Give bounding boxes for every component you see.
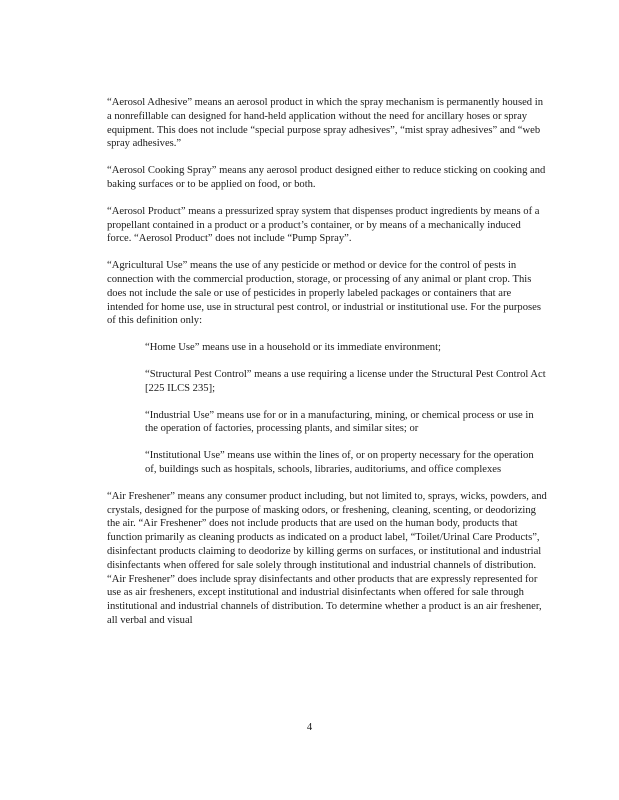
document-body (107, 96, 547, 641)
page-number: 4 (306, 722, 313, 733)
definition-industrial-use: “Industrial Use” means use for or in a manufacturing, mining, or chemical process or use in the operation of factories, processing plants, and similar sites; or (145, 409, 534, 435)
definition-air-freshener: “Air Freshener” means any consumer product including, but not limited to, sprays, wicks, powders, and crystals, designed for the purpose of masking odors, or freshening, cleaning, scenting, or deodorizing the air. “Air Freshener” does not include products that are used on the human body, products that function primarily as cleaning products as indicated on a product label, “Toilet/Urinal Care Products”, disinfectant products claiming to deodorize by killing germs on surfaces, or institutional and industrial disinfectants when offered for sale solely through institutional and industrial channels of distribution. “Air Freshener” does include spray disinfectants and other products that are expressly represented for use as air fresheners, except institutional and industrial disinfectants when offered for sale through institutional and industrial channels of distribution. To determine whether a product is an air freshener, all verbal and visual (107, 490, 547, 626)
definition-aerosol-cooking-spray: “Aerosol Cooking Spray” means any aerosol product designed either to reduce sticking on cooking and baking surfaces or to be applied on food, or both. (107, 165, 546, 190)
definition-institutional-use: “Institutional Use” means use within the lines of, or on property necessary for the operation of, buildings such as hospitals, schools, libraries, auditoriums, and office complexes (145, 450, 534, 475)
definition-home-use: “Home Use” means use in a household or its immediate environment; (145, 342, 441, 354)
definition-aerosol-adhesive: “Aerosol Adhesive” means an aerosol product in which the spray mechanism is permanently housed in a nonrefillable can designed for hand-held application without the need for ancillary hoses or spray equipment. This does not include “special purpose spray adhesives”, “mist spray adhesives” and “web spray adhesives.” (107, 97, 543, 150)
definition-aerosol-product: “Aerosol Product” means a pressurized spray system that dispenses product ingredients by means of a propellant contained in a product or a product’s container, or by means of a mechanically induced force. “Aerosol Product” does not include “Pump Spray”. (107, 205, 540, 245)
definition-structural-pest-control: “Structural Pest Control” means a use requiring a license under the Structural Pest Control Act [225 ILCS 235]; (145, 368, 546, 394)
definition-agricultural-use: “Agricultural Use” means the use of any pesticide or method or device for the control of pests in connection with the commercial production, storage, or processing of any animal or plant crop. This does not include the sale or use of pesticides in properly labeled packages or containers that are intended for home use, use in structural pest control, or industrial or institutional use. For the purposes of this definition only: (107, 260, 541, 327)
